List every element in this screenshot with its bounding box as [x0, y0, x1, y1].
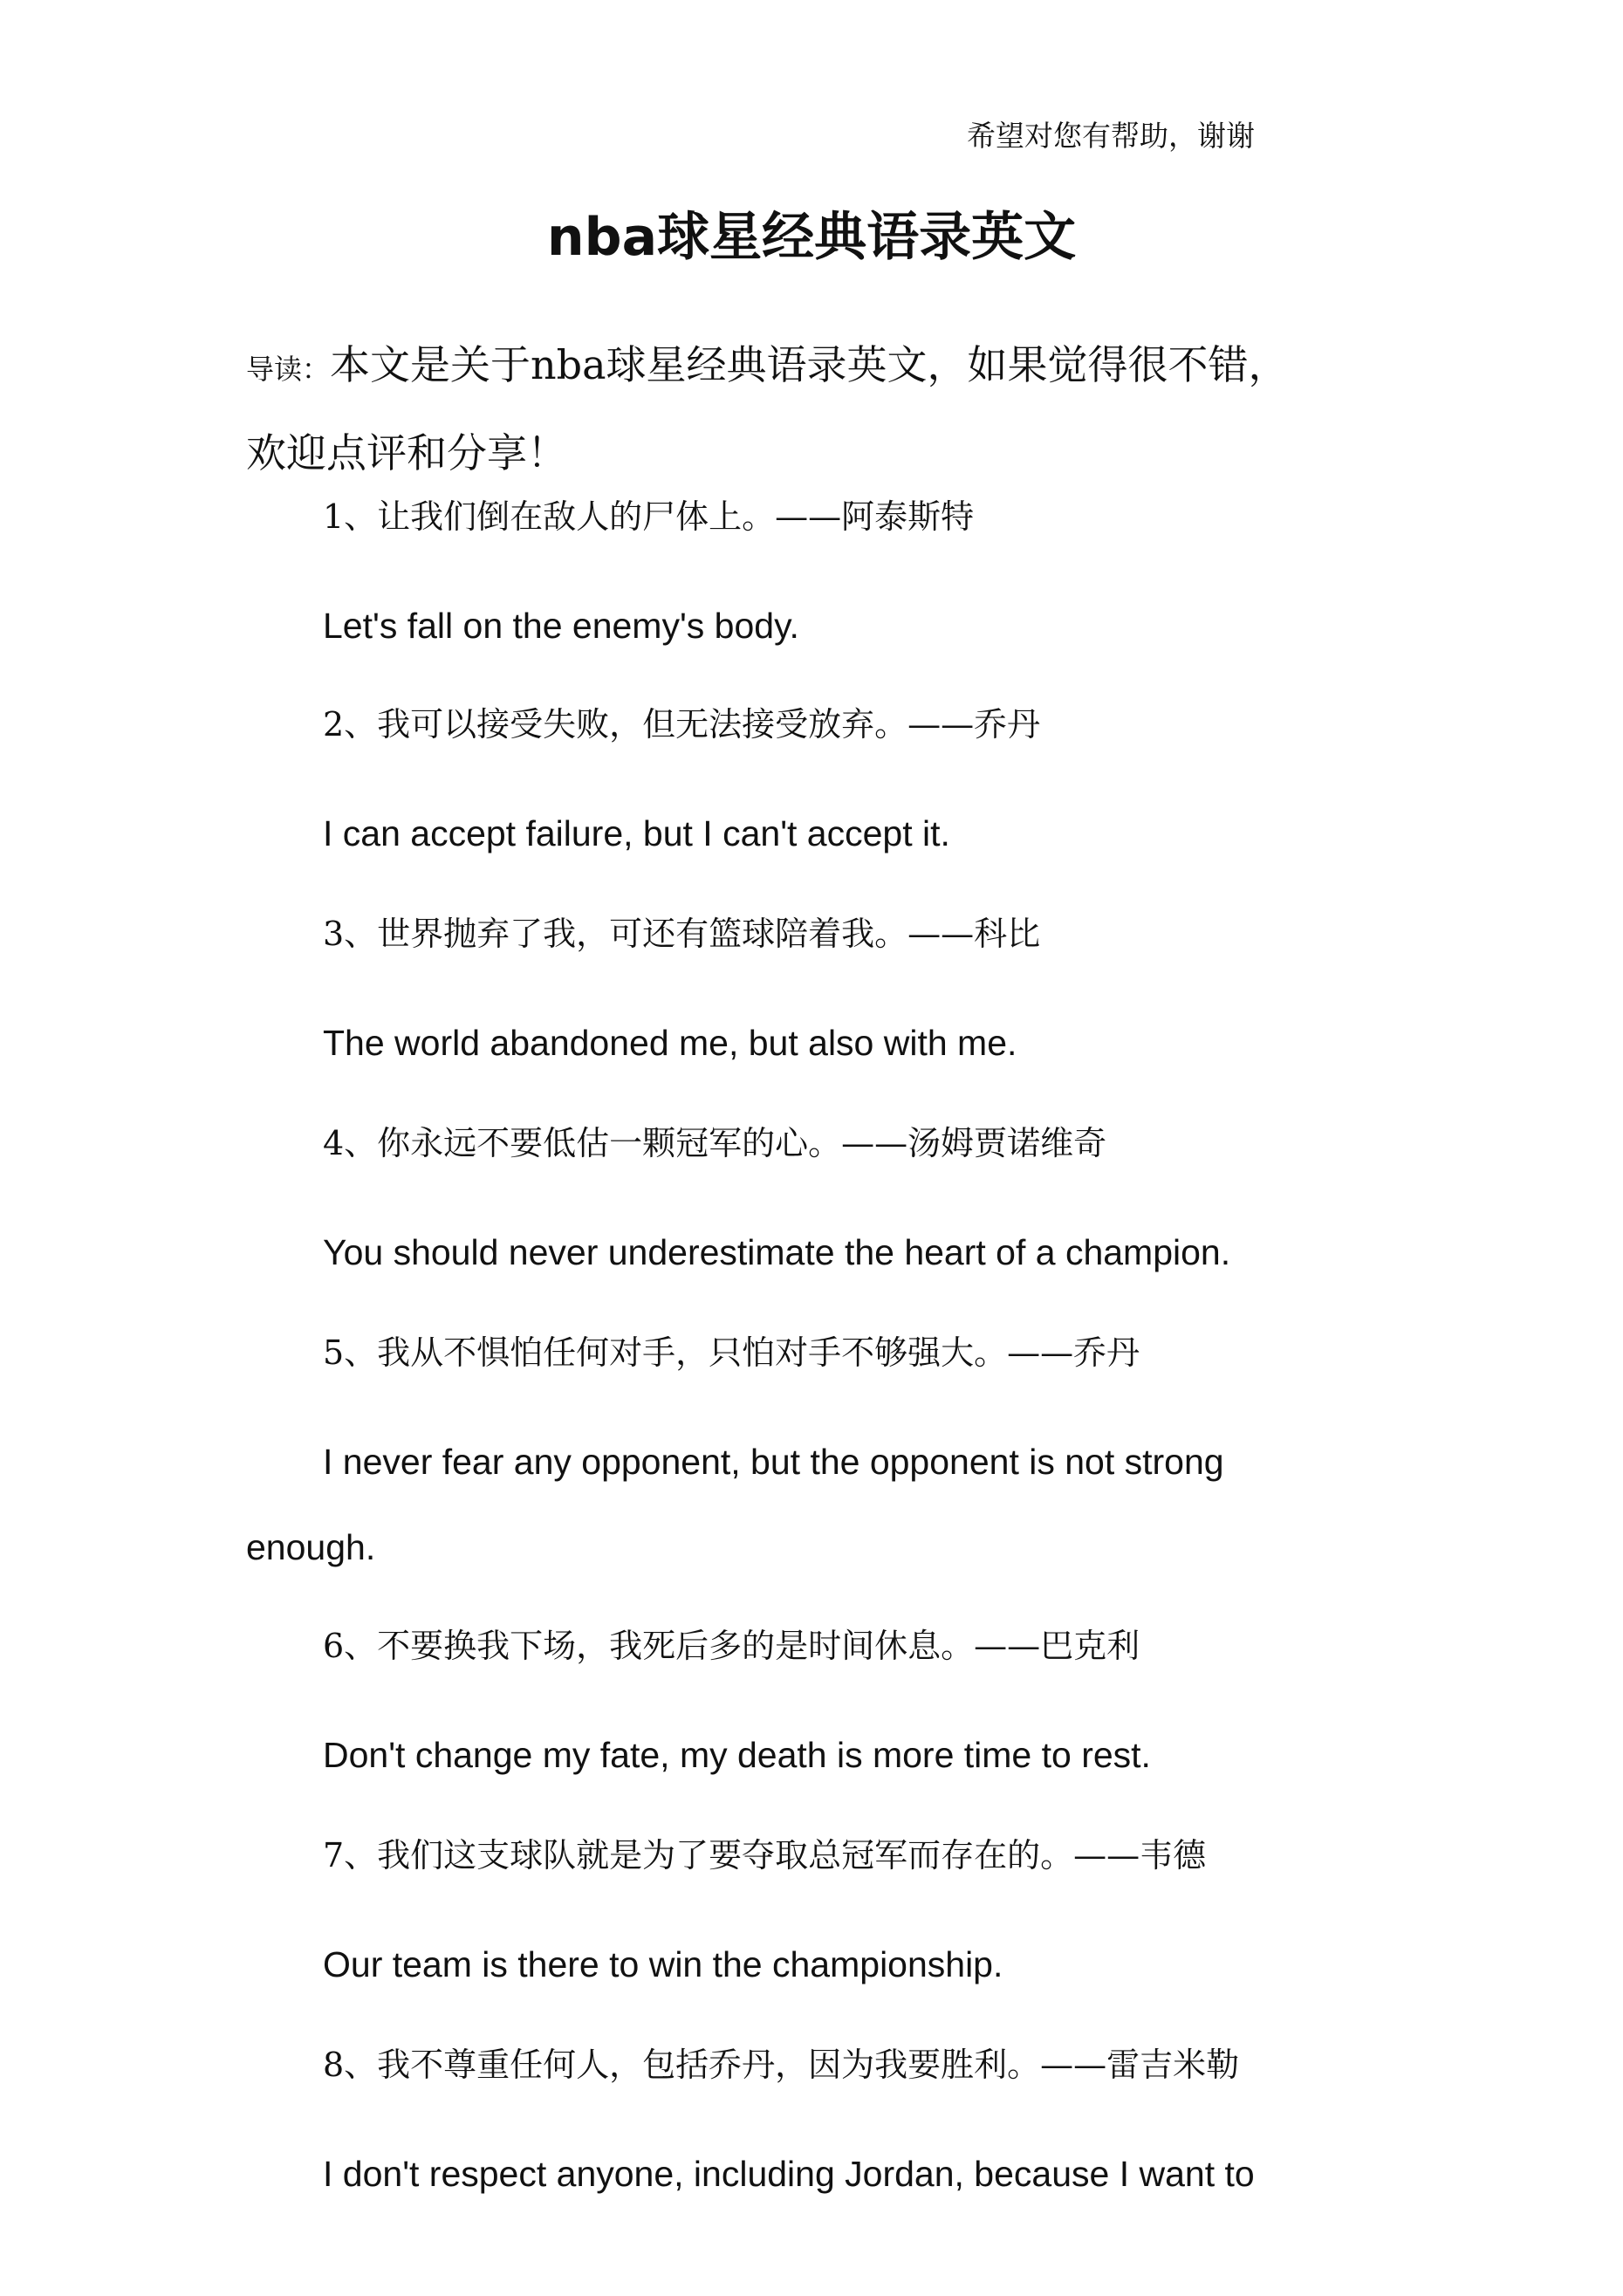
quote-english-continued: enough.	[246, 1527, 376, 1567]
quote-english: I can accept failure, but I can't accept it.	[323, 813, 950, 853]
intro-paragraph	[246, 323, 1407, 495]
quote-chinese: 1、让我们倒在敌人的尸体上。——阿泰斯特	[323, 497, 975, 536]
quote-english: Our team is there to win the championship.	[323, 1944, 1003, 1984]
quote-item	[246, 490, 1407, 668]
quote-chinese: 4、你永远不要低估一颗冠军的心。——汤姆贾诺维奇	[323, 1124, 1107, 1162]
intro-line-2: 欢迎点评和分享！	[246, 429, 567, 476]
intro-label: 导读：	[246, 353, 331, 386]
quote-english: Let's fall on the enemy's body.	[323, 606, 799, 646]
quote-item	[246, 1620, 1407, 1798]
quote-item	[246, 1829, 1407, 2007]
quote-english: I don't respect anyone, including Jordan, because I want to	[323, 2154, 1255, 2194]
quote-english: Don't change my fate, my death is more time to rest.	[323, 1735, 1151, 1775]
quote-item	[246, 1117, 1407, 1295]
quote-item	[246, 1326, 1407, 1590]
header-note: 希望对您有帮助，谢谢	[967, 119, 1255, 153]
quote-chinese: 5、我从不惧怕任何对手，只怕对手不够强大。——乔丹	[323, 1333, 1140, 1372]
page-title: nba球星经典语录英文	[546, 207, 1077, 268]
quote-chinese: 3、世界抛弃了我，可还有篮球陪着我。——科比	[323, 915, 1041, 953]
quote-chinese: 2、我可以接受失败，但无法接受放弃。——乔丹	[323, 705, 1041, 744]
quote-chinese: 7、我们这支球队就是为了要夺取总冠军而存在的。——韦德	[323, 1836, 1207, 1874]
quote-item	[246, 698, 1407, 876]
quote-item	[246, 908, 1407, 1086]
quote-english: You should never underestimate the heart of a champion.	[323, 1232, 1231, 1272]
intro-text-1: 本文是关于nba球星经典语录英文，如果觉得很不错，	[330, 341, 1289, 388]
quote-chinese: 6、不要换我下场，我死后多的是时间休息。——巴克利	[323, 1627, 1140, 1665]
intro-line-1	[246, 323, 1407, 411]
quote-item	[246, 2039, 1407, 2217]
quote-english: The world abandoned me, but also with me.	[323, 1023, 1017, 1063]
quote-english: I never fear any opponent, but the opponent is not strong	[323, 1442, 1224, 1482]
quote-chinese: 8、我不尊重任何人，包括乔丹，因为我要胜利。——雷吉米勒	[323, 2046, 1240, 2084]
